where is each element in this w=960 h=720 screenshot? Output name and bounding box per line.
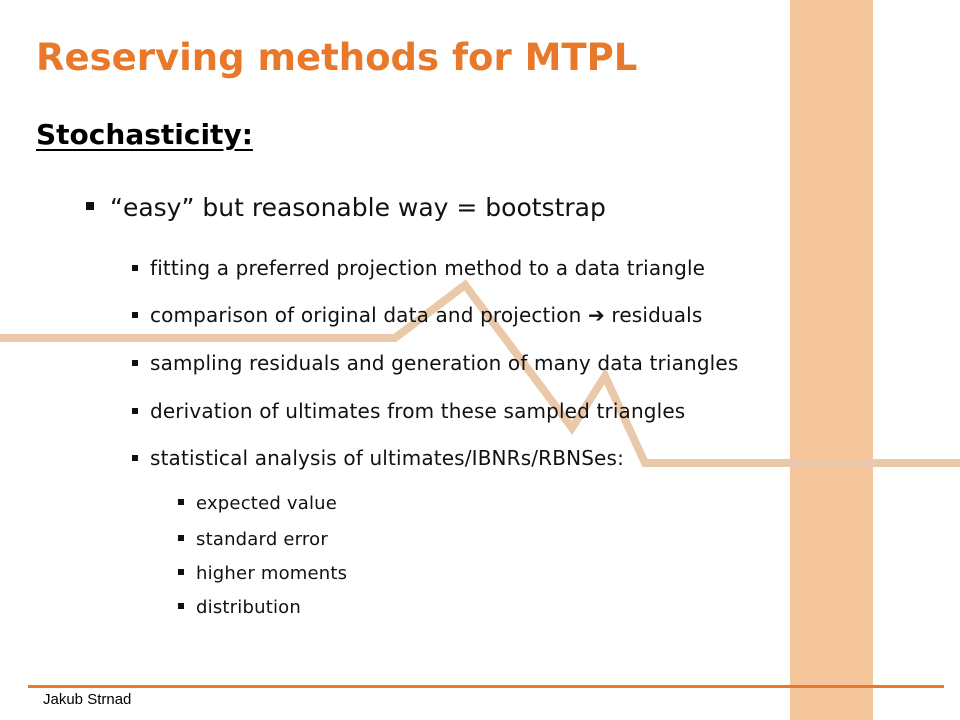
section-subtitle: Stochasticity: (36, 118, 253, 151)
bullet-step-text: fitting a preferred projection method to a data triangle (150, 256, 706, 280)
square-bullet-icon (86, 202, 94, 210)
bullet-step (132, 399, 685, 423)
square-bullet-icon (178, 569, 184, 575)
bullet-stat-text: standard error (196, 529, 328, 550)
bullet-main (86, 193, 606, 222)
bullet-step (132, 351, 738, 375)
bullet-step (132, 303, 702, 327)
square-bullet-icon (132, 312, 138, 318)
square-bullet-icon (178, 499, 184, 505)
bullet-step (132, 446, 624, 470)
square-bullet-icon (132, 360, 138, 366)
bullet-stat-text: expected value (196, 493, 338, 514)
square-bullet-icon (178, 603, 184, 609)
right-arrow-icon: ➔ (587, 303, 605, 327)
page-title: Reserving methods for MTPL (36, 36, 638, 79)
footer-author: Jakub Strnad (43, 691, 132, 708)
bullet-stat (178, 529, 328, 550)
square-bullet-icon (178, 535, 184, 541)
bullet-stat (178, 493, 337, 514)
bullet-stat (178, 597, 301, 618)
square-bullet-icon (132, 408, 138, 414)
bullet-step-suffix: residuals (611, 303, 703, 327)
square-bullet-icon (132, 265, 138, 271)
bullet-stat-text: higher moments (196, 563, 348, 584)
bullet-step-text: derivation of ultimates from these sampled triangles (150, 399, 686, 423)
bullet-step-text: sampling residuals and generation of many data triangles (150, 351, 739, 375)
footer-divider (28, 685, 944, 688)
bullet-stat-text: distribution (196, 597, 301, 618)
square-bullet-icon (132, 455, 138, 461)
bullet-step-text: comparison of original data and projection (150, 303, 582, 327)
bullet-stat (178, 563, 347, 584)
bullet-step (132, 256, 705, 280)
bullet-main-text: “easy” but reasonable way = bootstrap (110, 193, 606, 222)
bullet-step-text: statistical analysis of ultimates/IBNRs/RBNSes: (150, 446, 624, 470)
